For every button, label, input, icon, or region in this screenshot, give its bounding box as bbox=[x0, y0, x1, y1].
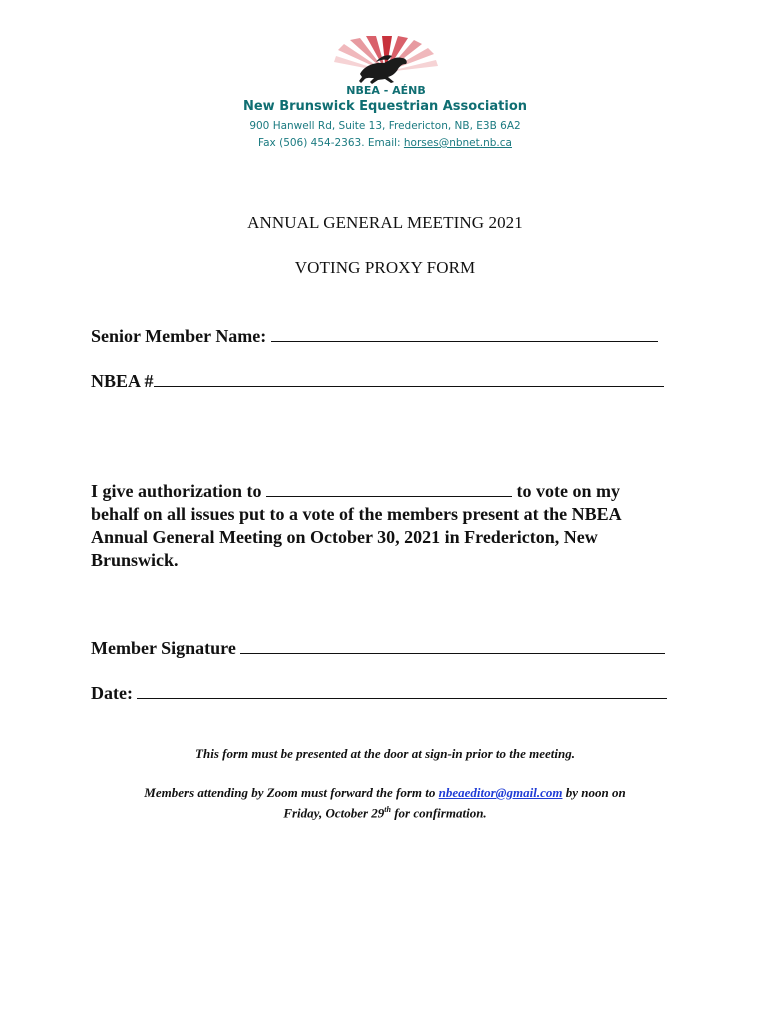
nbea-number-field[interactable] bbox=[91, 370, 664, 392]
form-title: VOTING PROXY FORM bbox=[294, 258, 476, 277]
date-label: Date: bbox=[91, 683, 138, 703]
zoom-note bbox=[0, 784, 770, 821]
authorization-line-1 bbox=[91, 480, 681, 503]
authorization-line-2: behalf on all issues put to a vote of the members present at the NBEA bbox=[91, 504, 622, 524]
zoom-prefix: Members attending by Zoom must forward the form to bbox=[144, 785, 439, 800]
member-signature-label: Member Signature bbox=[91, 638, 241, 658]
date-field[interactable] bbox=[91, 682, 667, 704]
zoom-line2-prefix: Friday, October 29 bbox=[283, 805, 385, 821]
proxy-holder-blank[interactable] bbox=[266, 480, 512, 497]
zoom-line2-suffix: for confirmation. bbox=[390, 805, 487, 821]
member-signature-field[interactable] bbox=[91, 637, 665, 659]
authorization-line-3: Annual General Meeting on October 30, 2021 in Fredericton, New bbox=[91, 527, 598, 547]
nbea-number-label: NBEA # bbox=[91, 371, 154, 391]
fax-label: Fax (506) 454-2363. Email: bbox=[258, 137, 404, 149]
org-contact bbox=[0, 137, 770, 149]
nbea-logo bbox=[330, 36, 442, 98]
date-blank[interactable] bbox=[137, 682, 667, 699]
member-signature-blank[interactable] bbox=[240, 637, 665, 654]
email-link[interactable]: horses@nbnet.nb.ca bbox=[403, 137, 512, 149]
authorization-line-4: Brunswick. bbox=[91, 550, 179, 570]
authorization-suffix: to vote on my bbox=[512, 481, 620, 501]
logo-text: NBEA - AÉNB bbox=[346, 84, 426, 97]
authorization-prefix: I give authorization to bbox=[91, 481, 266, 501]
door-note: This form must be presented at the door at sign-in prior to the meeting. bbox=[195, 746, 575, 761]
senior-member-name-label: Senior Member Name: bbox=[91, 326, 271, 346]
zoom-line2-sup: th bbox=[384, 805, 391, 814]
zoom-middle: by noon on bbox=[562, 785, 626, 800]
senior-member-name-blank[interactable] bbox=[271, 325, 658, 342]
org-name: New Brunswick Equestrian Association bbox=[242, 99, 528, 114]
nbea-number-blank[interactable] bbox=[154, 370, 664, 387]
zoom-note-line-2 bbox=[0, 801, 770, 821]
authorization-paragraph bbox=[91, 480, 681, 572]
zoom-note-line-1 bbox=[0, 784, 770, 801]
org-address: 900 Hanwell Rd, Suite 13, Fredericton, NB, E3B 6A2 bbox=[249, 120, 521, 132]
zoom-email-link[interactable]: nbeaeditor@gmail.com bbox=[438, 785, 563, 800]
senior-member-name-field[interactable] bbox=[91, 325, 658, 347]
meeting-title: ANNUAL GENERAL MEETING 2021 bbox=[247, 213, 523, 232]
